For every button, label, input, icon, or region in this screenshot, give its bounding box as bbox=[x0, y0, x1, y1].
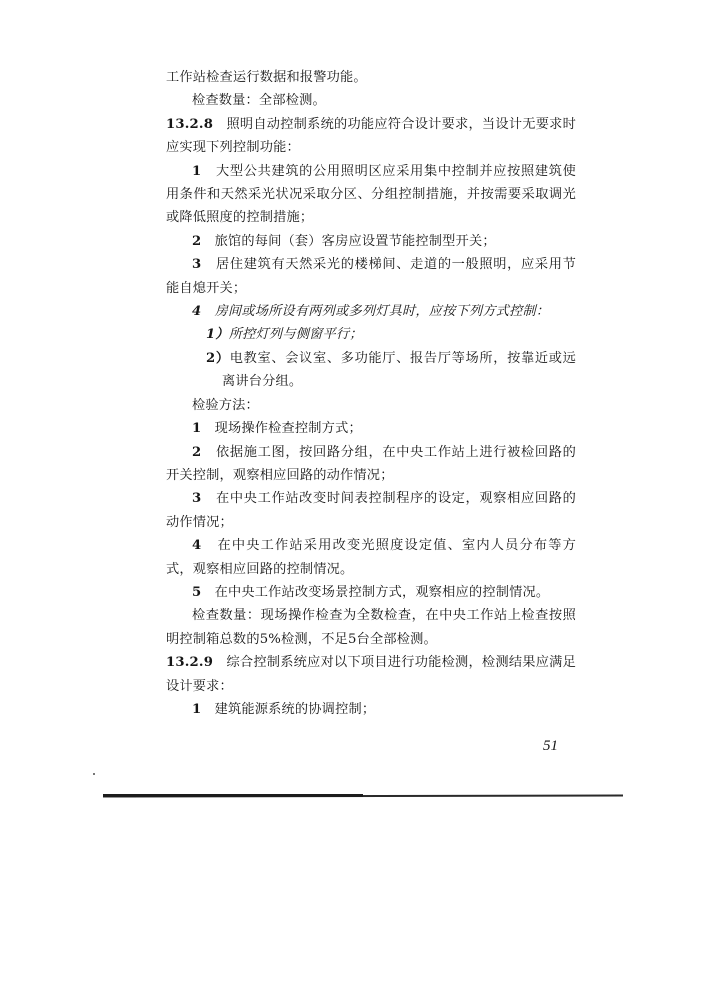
item-4 bbox=[166, 300, 576, 323]
item-text: 在中央工作站改变时间表控制程序的设定，观察相应回路的动作情况； bbox=[166, 491, 576, 530]
clause-number: 13.2.9 bbox=[166, 655, 214, 671]
item-text: 在中央工作站改变场景控制方式，观察相应的控制情况。 bbox=[214, 584, 550, 600]
clause-13-2-9 bbox=[166, 651, 576, 698]
item-number: 1 bbox=[192, 421, 202, 437]
item-number: 5 bbox=[192, 584, 202, 600]
item-text: 现场操作检查控制方式； bbox=[214, 421, 362, 437]
clause-text: 综合控制系统应对以下项目进行功能检测，检测结果应满足设计要求： bbox=[166, 655, 576, 694]
clause-number: 13.2.8 bbox=[166, 116, 214, 132]
sub-item-number: 2） bbox=[206, 350, 230, 366]
item-text: 在中央工作站采用改变光照度设定值、室内人员分布等方式，观察相应回路的控制情况。 bbox=[166, 538, 576, 577]
item-text: 居住建筑有天然采光的楼梯间、走道的一般照明，应采用节能自熄开关； bbox=[166, 257, 576, 296]
item-number: 3 bbox=[192, 491, 202, 507]
item-number: 2 bbox=[192, 233, 202, 249]
item-1 bbox=[166, 160, 576, 230]
line-text: 检验方法： bbox=[192, 397, 259, 413]
item-number: 1 bbox=[192, 163, 202, 179]
item-number: 4 bbox=[192, 538, 202, 554]
method-2 bbox=[166, 441, 576, 488]
paragraph-continuation bbox=[166, 66, 576, 89]
method-3 bbox=[166, 487, 576, 534]
page-number: 51 bbox=[543, 738, 558, 754]
item-text: 大型公共建筑的公用照明区应采用集中控制并应按照建筑使用条件和天然采光状况采取分区、分组控制措施，并按需要采取调光或降低照度的控制措施； bbox=[166, 163, 576, 226]
item-1-energy bbox=[166, 698, 576, 721]
line-text: 检查数量：现场操作检查为全数检查，在中央工作站上检查按照明控制箱总数的5%检测，不足5台全部检测。 bbox=[166, 608, 576, 647]
method-5 bbox=[166, 581, 576, 604]
line-text: 检查数量：全部检测。 bbox=[192, 93, 326, 109]
paragraph-check-quantity-2 bbox=[166, 604, 576, 651]
paragraph-check-quantity bbox=[166, 89, 576, 112]
document-body bbox=[166, 66, 576, 721]
clause-text: 照明自动控制系统的功能应符合设计要求，当设计无要求时应实现下列控制功能： bbox=[166, 116, 576, 156]
item-number: 3 bbox=[192, 257, 202, 273]
paragraph-test-method bbox=[166, 394, 576, 417]
item-2 bbox=[166, 230, 576, 253]
item-number: 2 bbox=[192, 444, 202, 460]
sub-item-text: 所控灯列与侧窗平行； bbox=[228, 327, 363, 343]
item-text: 依据施工图，按回路分组，在中央工作站上进行被检回路的开关控制，观察相应回路的动作情况； bbox=[166, 444, 576, 483]
item-text: 建筑能源系统的协调控制； bbox=[214, 701, 376, 717]
item-number: 1 bbox=[192, 701, 202, 717]
method-4 bbox=[166, 534, 576, 581]
page-bottom-rule-thick bbox=[103, 794, 363, 797]
item-text: 房间或场所设有两列或多列灯具时，应按下列方式控制： bbox=[214, 304, 550, 320]
item-number: 4 bbox=[192, 304, 202, 320]
sub-item-2 bbox=[166, 347, 576, 394]
method-1 bbox=[166, 417, 576, 440]
sub-item-text: 电教室、会议室、多功能厅、报告厅等场所，按靠近或远离讲台分组。 bbox=[222, 350, 577, 390]
sub-item-1 bbox=[166, 323, 576, 346]
line-text: 工作站检查运行数据和报警功能。 bbox=[166, 70, 367, 85]
item-3 bbox=[166, 253, 576, 300]
item-text: 旅馆的每间（套）客房应设置节能控制型开关； bbox=[214, 233, 496, 249]
scan-speck bbox=[93, 773, 95, 775]
clause-13-2-8 bbox=[166, 113, 576, 160]
sub-item-number: 1） bbox=[206, 327, 229, 343]
